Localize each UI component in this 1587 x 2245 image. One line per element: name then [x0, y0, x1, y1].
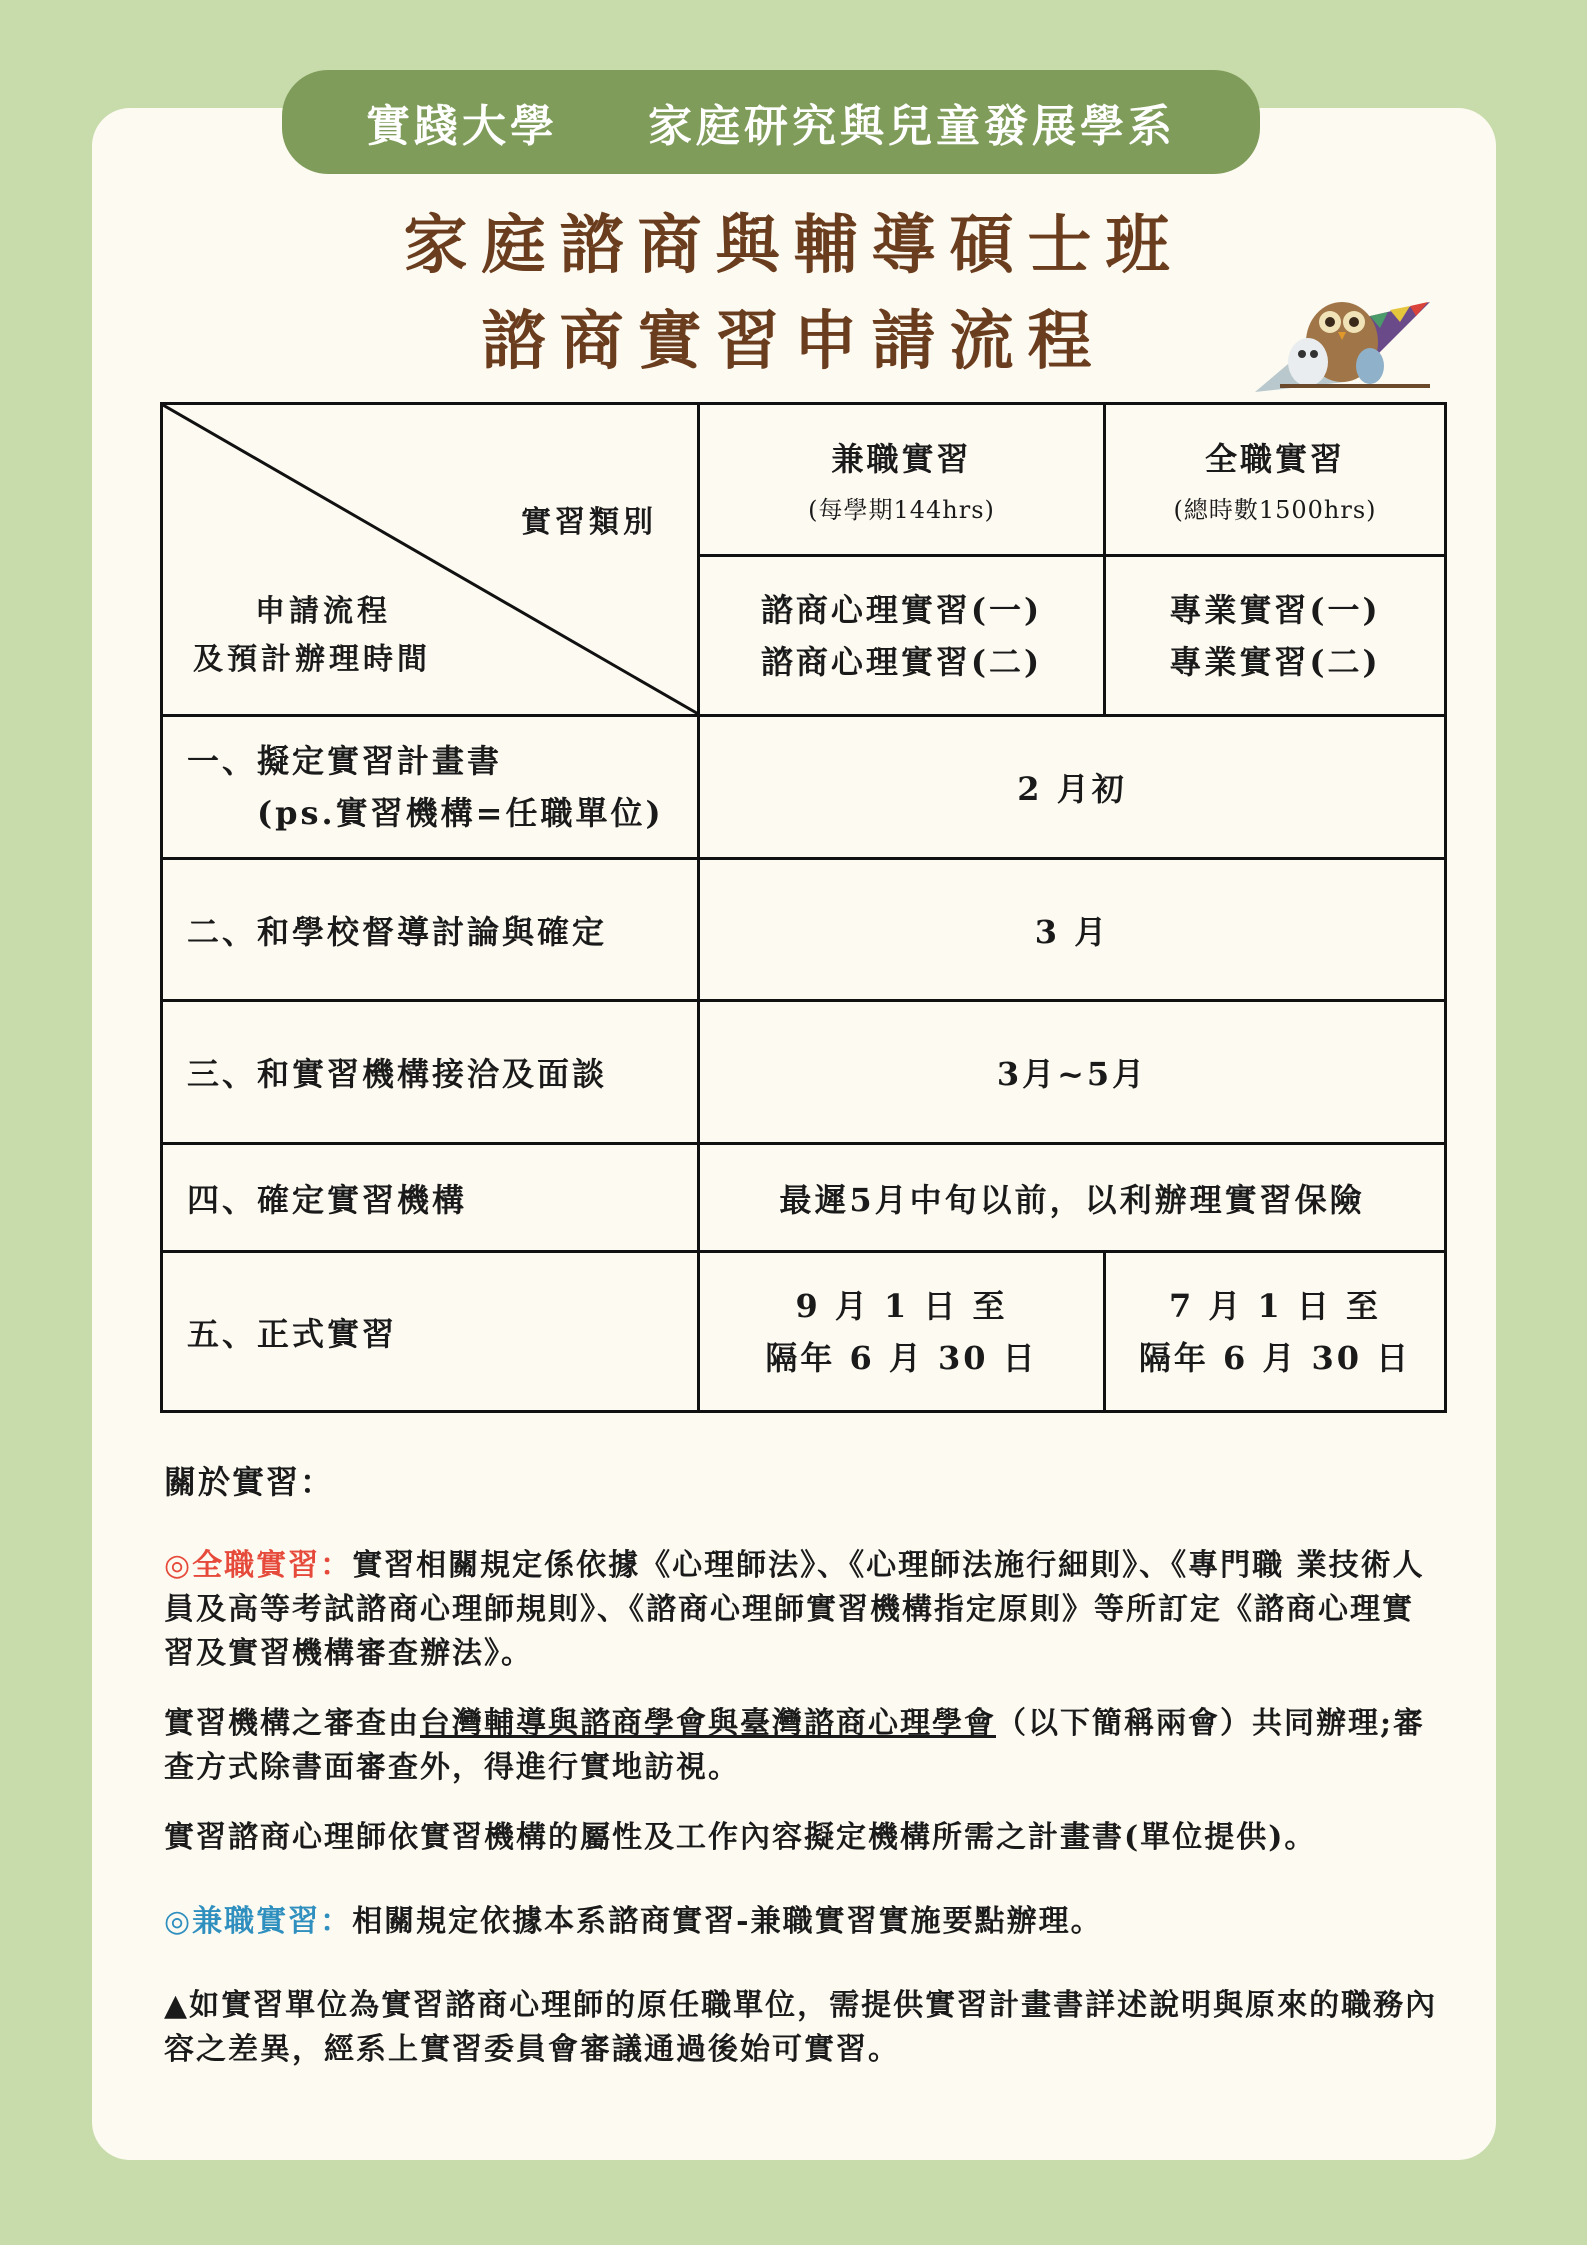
parttime-courses: 諮商心理實習(一) 諮商心理實習(二)	[699, 556, 1105, 716]
notes-heading: 關於實習：	[164, 1463, 335, 1501]
step5-fulltime-period: 7 月 1 日 至 隔年 6 月 30 日	[1105, 1252, 1446, 1412]
corner-label-process: 申請流程 及預計辦理時間	[193, 594, 431, 677]
header-banner	[282, 70, 1260, 174]
note-plan: 實習諮商心理師依實習機構的屬性及工作內容擬定機構所需之計畫書(單位提供)。	[164, 1820, 1317, 1855]
table-corner-cell	[162, 404, 699, 716]
step5-label: 五、正式實習	[162, 1252, 699, 1412]
step2-time: 3 月	[699, 859, 1446, 1001]
step4-label: 四、確定實習機構	[162, 1144, 699, 1252]
header-parttime	[699, 404, 1105, 556]
step1-label: 一、擬定實習計畫書 (ps.實習機構=任職單位)	[162, 716, 699, 859]
owl-illustration	[1250, 282, 1435, 397]
review-orgs: 台灣輔導與諮商學會與臺灣諮商心理學會	[420, 1706, 996, 1741]
page-title-line2: 諮商實習申請流程	[481, 305, 1106, 379]
header-fulltime	[1105, 404, 1446, 556]
fulltime-label: ◎全職實習：	[164, 1548, 353, 1583]
application-flow-table	[160, 402, 1447, 1413]
step1-time: 2 月初	[699, 716, 1446, 859]
step4-time: 最遲5月中旬以前，以利辦理實習保險	[699, 1144, 1446, 1252]
header-parttime-title: 兼職實習	[831, 440, 972, 478]
page-title-line1: 家庭諮商與輔導碩士班	[403, 209, 1184, 283]
university-name: 實踐大學	[366, 101, 558, 152]
step3-time: 3月~5月	[699, 1001, 1446, 1144]
parttime-text: 相關規定依據本系諮商實習-兼職實習實施要點辦理。	[352, 1904, 1103, 1939]
notes-section	[164, 1460, 1444, 2098]
note-warning: ▲如實習單位為實習諮商心理師的原任職單位，需提供實習計畫書詳述說明與原來的職務內容之差異，經系上實習委員會審議通過後始可實習。	[164, 1988, 1438, 2067]
fulltime-courses: 專業實習(一) 專業實習(二)	[1105, 556, 1446, 716]
note-parttime	[164, 1900, 1444, 1944]
step3-label: 三、和實習機構接洽及面談	[162, 1001, 699, 1144]
header-fulltime-title: 全職實習	[1204, 440, 1345, 478]
department-name: 家庭研究與兒童發展學系	[648, 101, 1176, 152]
parttime-label: ◎兼職實習：	[164, 1904, 353, 1939]
corner-label-type: 實習類別	[521, 505, 657, 540]
fulltime-text: 實習相關規定係依據《心理師法》、《心理師法施行細則》、《專門職 業技術人員及高等考試諮商心理師規則》、《諮商心理師實習機構指定原則》等所訂定《諮商心理實習及實習機構審查辦法》。	[164, 1548, 1425, 1671]
header-parttime-hours: (每學期144hrs)	[808, 496, 995, 524]
step5-parttime-period: 9 月 1 日 至 隔年 6 月 30 日	[699, 1252, 1105, 1412]
note-review: 實習機構之審查由台灣輔導與諮商學會與臺灣諮商心理學會（以下簡稱兩會）共同辦理;審查方式除書面審查外，得進行實地訪視。	[164, 1706, 1426, 1785]
note-fulltime	[164, 1544, 1444, 1676]
header-fulltime-hours: (總時數1500hrs)	[1173, 496, 1377, 524]
step2-label: 二、和學校督導討論與確定	[162, 859, 699, 1001]
